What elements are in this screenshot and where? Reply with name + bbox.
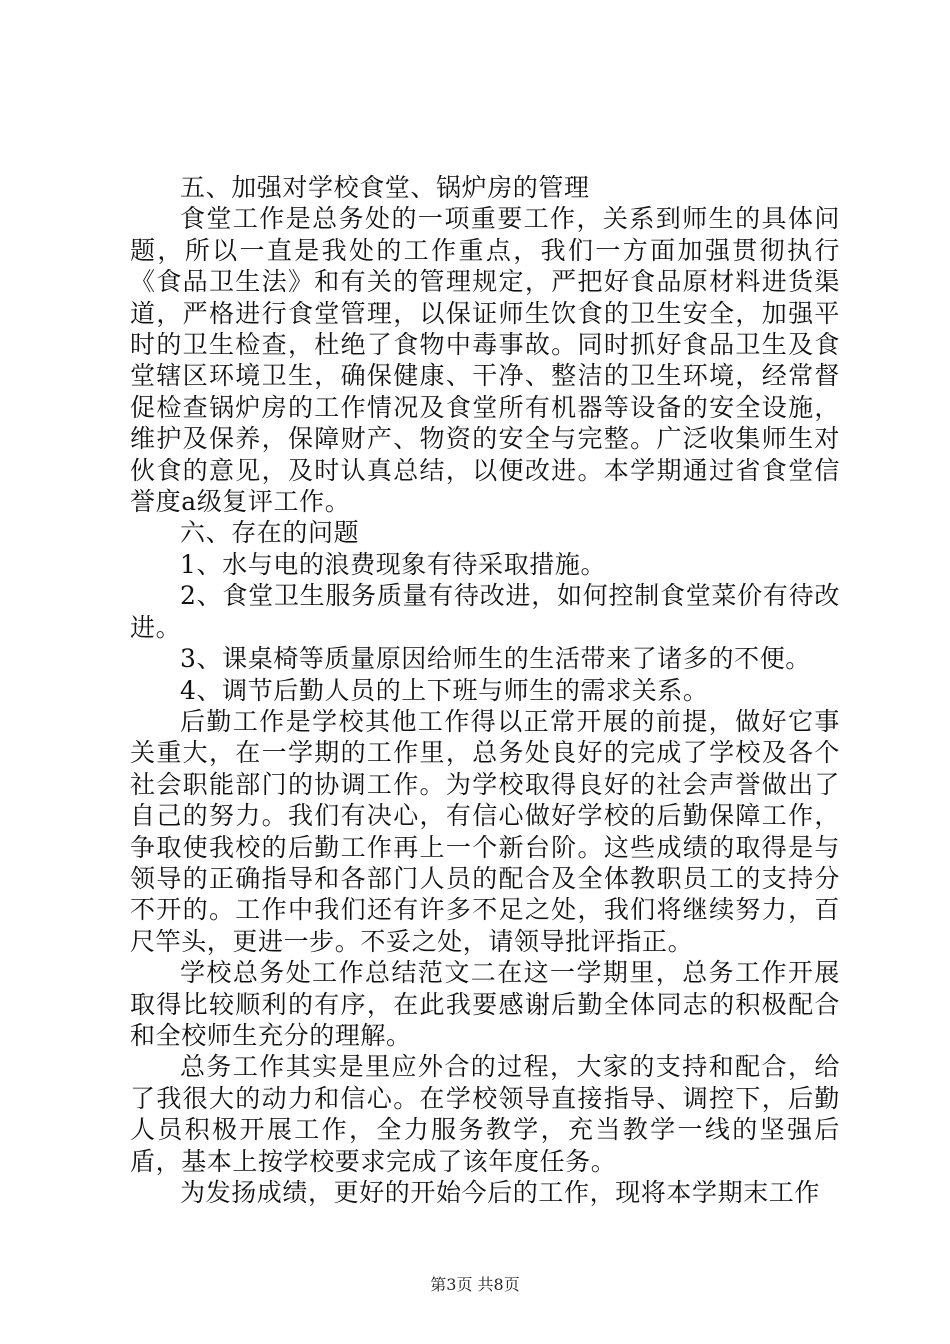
problem-item-2: 2、食堂卫生服务质量有待改进，如何控制食堂菜价有待改进。 [130,581,840,642]
section-heading-canteen: 五、加强对学校食堂、锅炉房的管理 [180,173,590,202]
problem-item-3: 3、课桌椅等质量原因给师生的生活带来了诸多的不便。 [180,644,811,674]
paragraph-sample-two-intro: 学校总务处工作总结范文二在这一学期里，总务工作开展取得比较顺利的有序，在此我要感谢后勤全体同志的积极配合和全校师生充分的理解。 [130,958,840,1050]
paragraph-canteen-work: 食堂工作是总务处的一项重要工作，关系到师生的具体问题，所以一直是我处的工作重点，我们一方面加强贯彻执行《食品卫生法》和有关的管理规定，严把好食品原材料进货渠道，严格进行食堂管理，以保证师生饮食的卫生安全，加强平时的卫生检查，杜绝了食物中毒事故。同时抓好食品卫生及食堂辖区环境卫生，确保健康、干净、整洁的卫生环境，经常督促检查锅炉房的工作情况及食堂所有机器等设备的安全设施，维护及保养，保障财产、物资的安全与完整。广泛收集师生对伙食的意见，及时认真总结，以便改进。本学期通过省食堂信誉度a级复评工作。 [130,204,840,517]
paragraph-closing-fragment: 为发扬成绩，更好的开始今后的工作，现将本学期末工作 [180,1178,821,1207]
page-number-footer: 第3页 共8页 [430,1275,520,1294]
problem-item-1: 1、水与电的浪费现象有待采取措施。 [180,549,607,579]
problem-item-4: 4、调节后勤人员的上下班与师生的需求关系。 [180,675,709,705]
section-heading-problems: 六、存在的问题 [180,518,360,548]
document-body [130,172,840,1208]
paragraph-general-affairs: 总务工作其实是里应外合的过程，大家的支持和配合，给了我很大的动力和信心。在学校领导直接指导、调控下，后勤人员积极开展工作，全力服务教学，充当教学一线的坚强后盾，基本上按学校要求完成了该年度任务。 [130,1052,840,1176]
paragraph-logistics-summary: 后勤工作是学校其他工作得以正常开展的前提，做好它事关重大，在一学期的工作里，总务处良好的完成了学校及各个社会职能部门的协调工作。为学校取得良好的社会声誉做出了自己的努力。我们有决心，有信心做好学校的后勤保障工作，争取使我校的后勤工作再上一个新台阶。这些成绩的取得是与领导的正确指导和各部门人员的配合及全体教职员工的支持分不开的。工作中我们还有许多不足之处，我们将继续努力，百尺竿头，更进一步。不妥之处，请领导批评指正。 [130,706,840,956]
